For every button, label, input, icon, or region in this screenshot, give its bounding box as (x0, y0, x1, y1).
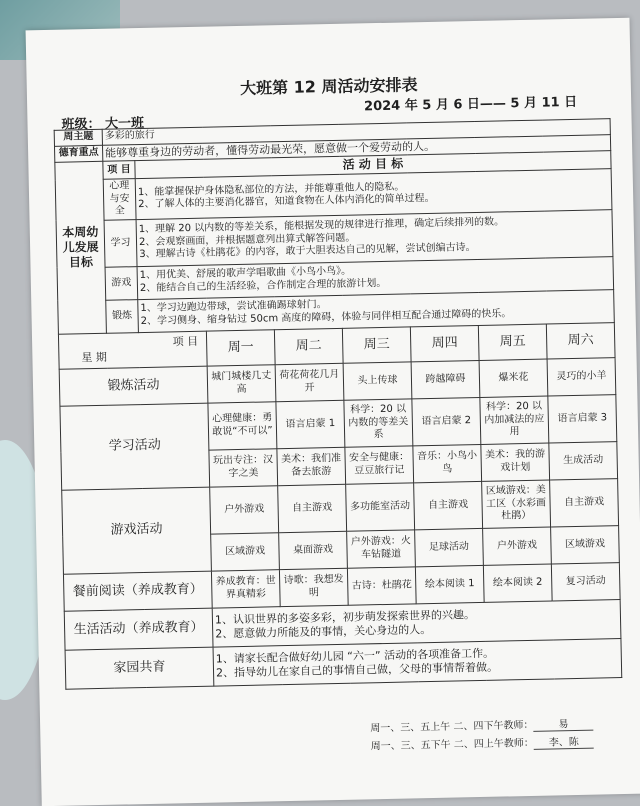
game-cell: 自主游戏 (278, 484, 347, 532)
teacher-name-2: 李、陈 (534, 733, 594, 750)
study-cell: 心理健康：勇敢说“不可以” (208, 401, 277, 449)
home-text: 1、请家长配合做好幼儿园 “六一” 活动的各项准备工作。 2、指导幼儿在家自己的事情自己做，父母的事情帮着做。 (213, 638, 622, 686)
study-cell: 美术：我们准备去旅游 (277, 447, 346, 485)
reading-cell: 绘本阅读 2 (483, 564, 552, 602)
day-header: 周三 (342, 327, 411, 363)
date-range: 2024 年 5 月 6 日—— 5 月 11 日 (363, 94, 578, 115)
reading-cell: 复习活动 (551, 562, 620, 600)
game-cell: 户外游戏 (483, 527, 552, 565)
game-cell: 足球活动 (415, 528, 484, 566)
study-cell: 语言启蒙 1 (276, 400, 345, 448)
game-cell: 自主游戏 (414, 481, 483, 529)
corner-week: 星 期 (81, 350, 108, 365)
theme-label: 周主题 (54, 129, 102, 146)
goal-item: 游戏 (105, 266, 138, 300)
game-cell: 区域游戏 (551, 525, 620, 563)
study-cell: 科学：20 以内数的等差关系 (344, 399, 413, 447)
game-cell: 多功能室活动 (346, 483, 415, 531)
teacher-schedule-1: 周一、三、五上午 二、四下午教师： (370, 719, 534, 735)
exercise-label: 锻炼活动 (59, 366, 208, 406)
day-header: 周六 (546, 322, 615, 358)
teacher-schedule-2: 周一、三、五下午 二、四上午教师： (370, 737, 534, 753)
moral-value: 能够尊重身边的劳动者，懂得劳动最光荣，愿意做一个爱劳动的人。 (102, 134, 610, 161)
study-cell: 安全与健康：豆豆旅行记 (345, 446, 414, 484)
home-label: 家园共育 (65, 647, 214, 689)
goal-text: 1、理解 20 以内数的等差关系，能根据发现的规律进行推理，确定后续排列的数。 2、会观察画面，并根据题意列出算式解答问题。 3、理解古诗《杜鹃花》的内容，敢于大胆表达自己的见解，尝试创编古诗。 (136, 209, 613, 266)
study-cell: 生成活动 (549, 441, 618, 479)
study-cell: 玩出专注：汉字之美 (209, 448, 278, 486)
exercise-cell: 爆米花 (479, 359, 548, 397)
game-cell: 户外游戏 (210, 485, 279, 533)
page-title: 大班第 12 周活动安排表 (239, 75, 418, 98)
study-label: 学习活动 (60, 403, 210, 490)
exercise-cell: 跨越障碍 (411, 360, 480, 398)
goals-item-header: 项 目 (103, 161, 135, 180)
life-text: 1、认识世界的多姿多彩，初步萌发探索世界的兴趣。 2、愿意做力所能及的事情，关心身边的人。 (212, 599, 621, 647)
goals-goal-header: 活 动 目 标 (135, 151, 611, 179)
day-header: 周四 (410, 325, 479, 361)
reading-cell: 古诗：杜鹃花 (347, 567, 416, 605)
goal-text: 1、能掌握保护身体隐私部位的方法，并能尊重他人的隐私。 2、了解人体的主要消化器官，知道食物在人体内消化的简单过程。 (135, 169, 612, 219)
goal-text: 1、用优美、舒展的歌声学唱歌曲《小鸟小鸟》。 2、能结合自己的生活经验，合作制定合理的旅游计划。 (137, 256, 614, 299)
study-cell: 科学：20 以内加减法的应用 (480, 396, 549, 444)
game-cell: 户外游戏：火车钻隧道 (347, 530, 416, 568)
game-label: 游戏活动 (62, 487, 212, 574)
teacher-line-1 (370, 715, 593, 736)
exercise-cell: 头上传球 (343, 362, 412, 400)
reading-cell: 养成教育：世界真精彩 (211, 569, 280, 607)
reading-cell: 诗歌：我想发明 (279, 568, 348, 606)
exercise-cell: 荷花荷花几月开 (275, 363, 344, 401)
corner-item: 项 目 (172, 334, 199, 349)
goals-label: 本周幼儿发展目标 (55, 162, 107, 334)
class-name: 大一班 (104, 115, 145, 132)
schedule-sheet (26, 18, 640, 806)
game-cell: 自主游戏 (550, 478, 619, 526)
game-cell: 区域游戏：美工区（水彩画杜鹃） (482, 480, 551, 528)
teacher-line-2 (370, 733, 593, 754)
day-header: 周一 (206, 329, 275, 365)
reading-cell: 绘本阅读 1 (415, 565, 484, 603)
class-label: 班级： (61, 116, 101, 133)
teacher-name-1: 易 (533, 715, 593, 732)
game-cell: 区域游戏 (211, 532, 280, 570)
study-cell: 音乐：小鸟小鸟 (413, 444, 482, 482)
day-header: 周二 (274, 328, 343, 364)
goal-item: 锻炼 (106, 299, 139, 333)
game-cell: 桌面游戏 (279, 531, 348, 569)
exercise-cell: 灵巧的小羊 (547, 357, 616, 395)
goal-item: 学习 (104, 219, 137, 267)
life-label: 生活活动（养成教育） (64, 608, 213, 650)
study-cell: 语言启蒙 2 (412, 397, 481, 445)
corner-cell (58, 331, 207, 369)
goal-text: 1、学习边跑边带球，尝试准确踢球射门。 2、学习侧身、缩身钻过 50cm 高度的障碍，体验与同伴相互配合通过障碍的快乐。 (138, 289, 615, 332)
schedule-table (54, 115, 623, 689)
exercise-cell: 城门城楼几丈高 (207, 364, 276, 402)
day-header: 周五 (478, 324, 547, 360)
study-cell: 美术：我的游戏计划 (481, 443, 550, 481)
study-cell: 语言启蒙 3 (548, 394, 617, 442)
theme-value: 多彩的旅行 (102, 119, 610, 145)
moral-label: 德育重点 (54, 145, 102, 163)
goal-item: 心理与安全 (103, 179, 136, 220)
reading-label: 餐前阅读（养成教育） (63, 571, 212, 611)
